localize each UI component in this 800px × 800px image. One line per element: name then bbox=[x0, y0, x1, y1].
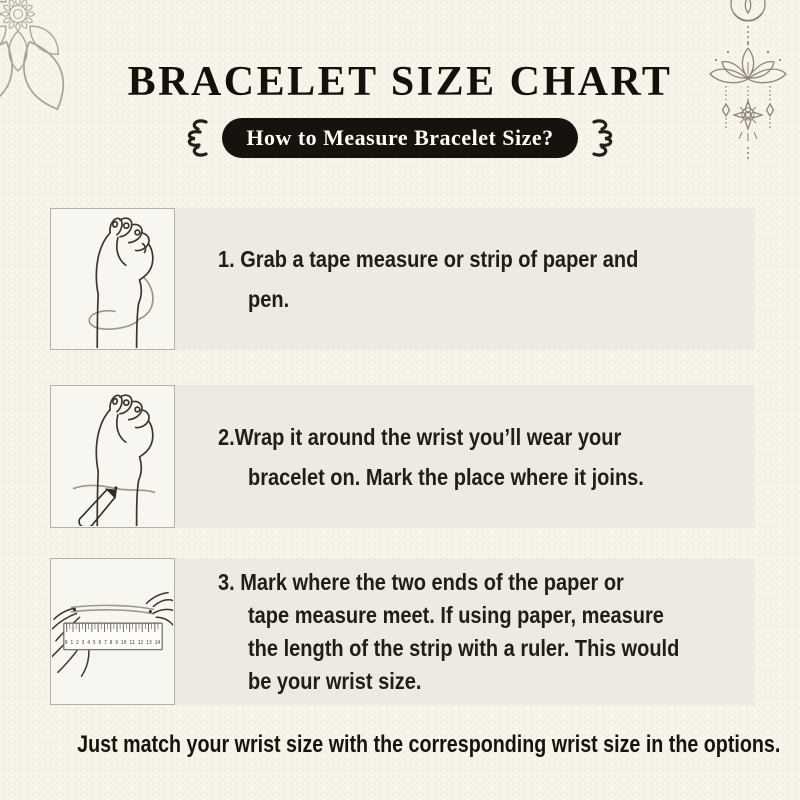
flourish-left-icon bbox=[175, 117, 209, 159]
flourish-right-icon bbox=[591, 117, 625, 159]
step-2-line-1: 2.Wrap it around the wrist you’ll wear your bbox=[218, 423, 622, 450]
step-row-1 bbox=[50, 208, 755, 350]
hand-with-pen-drawing bbox=[52, 387, 173, 526]
footer-note-text: Just match your wrist size with the corresponding wrist size in the options. bbox=[77, 731, 781, 759]
step-row-3 bbox=[50, 558, 755, 705]
lotus-moon-charm-ornament bbox=[704, 0, 794, 165]
ruler-measurement-illustration bbox=[50, 558, 175, 705]
step-2-text bbox=[175, 385, 755, 528]
step-1-text bbox=[175, 208, 755, 350]
step-2-line-2: bracelet on. Mark the place where it joins. bbox=[248, 463, 644, 490]
step-3-line-1: 3. Mark where the two ends of the paper or bbox=[218, 568, 624, 595]
page-title: BRACELET SIZE CHART bbox=[127, 59, 673, 105]
mandala-flower-ornament bbox=[0, 0, 135, 135]
banner-pill: How to Measure Bracelet Size? bbox=[222, 118, 577, 158]
step-1-line-2: pen. bbox=[248, 286, 290, 313]
hand-with-pen-illustration bbox=[50, 385, 175, 528]
step-row-2 bbox=[50, 385, 755, 528]
ruler-numbers: 0 1 2 3 4 5 6 7 8 9 10 11 12 13 14 bbox=[64, 639, 161, 646]
steps-list bbox=[50, 208, 755, 705]
step-1-line-1: 1. Grab a tape measure or strip of paper and bbox=[218, 246, 639, 273]
step-3-line-2: tape measure meet. If using paper, measure bbox=[248, 601, 664, 628]
step-3-text bbox=[175, 558, 755, 705]
hands-ruler-drawing bbox=[52, 560, 173, 703]
hand-with-tape-loop-drawing bbox=[52, 210, 173, 348]
footer-note bbox=[0, 731, 800, 759]
step-3-line-3: the length of the strip with a ruler. This would bbox=[248, 634, 680, 661]
hand-with-tape-loop-illustration bbox=[50, 208, 175, 350]
step-3-line-4: be your wrist size. bbox=[248, 667, 422, 694]
